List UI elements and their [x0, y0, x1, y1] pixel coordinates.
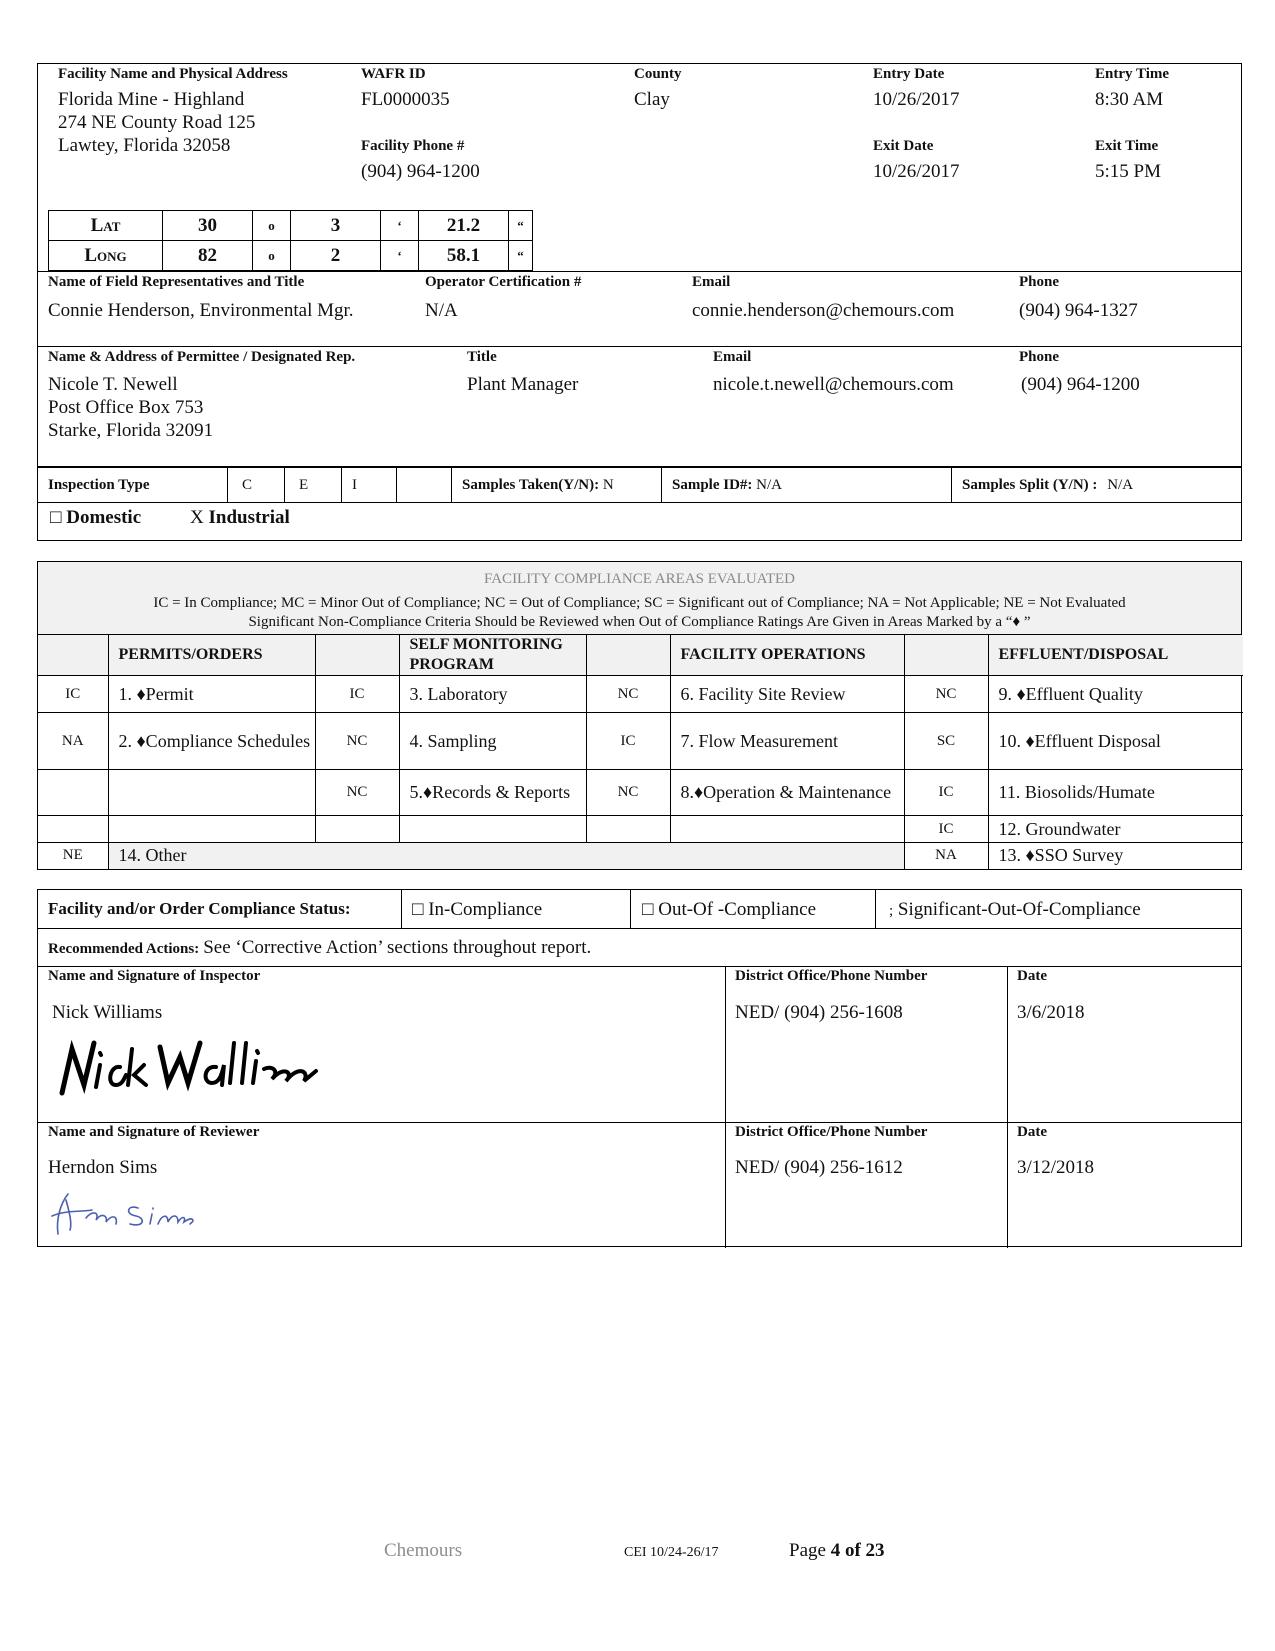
- header-permits: PERMITS/ORDERS: [108, 635, 315, 676]
- area-cell: 6. Facility Site Review: [670, 676, 904, 713]
- lat-degrees: 30: [163, 211, 253, 241]
- rating-cell: SC: [904, 713, 988, 770]
- inspection-c: C: [228, 468, 285, 502]
- second-symbol: “: [509, 241, 533, 271]
- lat-seconds: 21.2: [419, 211, 509, 241]
- area-cell: 1. ♦Permit: [108, 676, 315, 713]
- field-rep-phone: (904) 964-1327: [1019, 300, 1138, 321]
- wafr-id: FL0000035: [361, 89, 450, 110]
- reviewer-name: Herndon Sims: [48, 1157, 158, 1178]
- table-row: [38, 713, 1243, 770]
- field-rep-email-label: Email: [692, 274, 731, 290]
- field-rep-phone-label: Phone: [1019, 274, 1060, 290]
- area-cell: 3. Laboratory: [399, 676, 586, 713]
- exit-time: 5:15 PM: [1095, 161, 1161, 182]
- divider: [725, 966, 726, 1248]
- divider: [38, 1122, 1241, 1123]
- permittee-phone: (904) 964-1200: [1021, 374, 1140, 395]
- permittee-email: nicole.t.newell@chemours.com: [713, 374, 954, 395]
- compliance-title: FACILITY COMPLIANCE AREAS EVALUATED: [484, 571, 795, 587]
- area-cell: 14. Other: [108, 843, 904, 869]
- inspector-signature: [54, 1035, 324, 1105]
- area-cell: [108, 770, 315, 816]
- out-of-compliance-option[interactable]: [642, 898, 816, 921]
- recommended-actions-text: See ‘Corrective Action’ sections throughout report.: [203, 937, 592, 958]
- reviewer-label: Name and Signature of Reviewer: [48, 1124, 260, 1140]
- field-rep-name: Connie Henderson, Environmental Mgr.: [48, 300, 354, 321]
- sample-id: [662, 468, 952, 502]
- industrial-option[interactable]: [190, 507, 290, 529]
- area-cell: 7. Flow Measurement: [670, 713, 904, 770]
- lat-minutes: 3: [291, 211, 381, 241]
- compliance-table: [38, 635, 1243, 869]
- entry-time: 8:30 AM: [1095, 89, 1164, 110]
- divider: [401, 890, 402, 928]
- footer-page-number: 4 of 23: [830, 1540, 885, 1561]
- permittee-title: Plant Manager: [467, 374, 579, 395]
- rating-cell: IC: [904, 816, 988, 843]
- significant-out-label: Significant-Out-Of-Compliance: [897, 899, 1141, 920]
- permittee-address1: Post Office Box 753: [48, 397, 204, 418]
- facility-info-box: [37, 63, 1242, 467]
- area-cell: 4. Sampling: [399, 713, 586, 770]
- rating-cell: [38, 770, 108, 816]
- entry-time-label: Entry Time: [1095, 66, 1170, 82]
- header-facility-operations: FACILITY OPERATIONS: [670, 635, 904, 676]
- reviewer-signature: [46, 1190, 206, 1238]
- divider: [38, 346, 1241, 347]
- compliance-areas-box: [37, 561, 1242, 870]
- divider: [1007, 966, 1008, 1248]
- recommended-actions: [48, 936, 591, 959]
- domestic-label: Domestic: [66, 507, 142, 528]
- out-of-compliance-checkbox[interactable]: □: [642, 899, 654, 920]
- in-compliance-option[interactable]: [412, 898, 542, 921]
- cert-value: N/A: [425, 300, 458, 321]
- blank-cell: [904, 635, 988, 676]
- samples-split-label: Samples Split (Y/N) :: [962, 477, 1098, 493]
- permittee-address2: Starke, Florida 32091: [48, 420, 214, 441]
- table-row: [38, 816, 1243, 843]
- divider: [38, 928, 1241, 929]
- in-compliance-checkbox[interactable]: □: [412, 899, 424, 920]
- long-label: Long: [49, 241, 163, 271]
- sample-id-label: Sample ID#:: [672, 477, 753, 493]
- rating-cell: IC: [904, 770, 988, 816]
- compliance-header: [38, 562, 1241, 635]
- inspection-type-box: [37, 467, 1242, 541]
- rating-cell: NC: [315, 713, 399, 770]
- exit-time-label: Exit Time: [1095, 138, 1159, 154]
- area-cell: [108, 816, 315, 843]
- area-cell: [399, 816, 586, 843]
- divider: [630, 890, 631, 928]
- inspector-office: NED/ (904) 256-1608: [735, 1002, 903, 1023]
- reviewer-office-label: District Office/Phone Number: [735, 1124, 928, 1140]
- permittee-name: Nicole T. Newell: [48, 374, 178, 395]
- cert-label: Operator Certification #: [425, 274, 582, 290]
- blank-cell: [586, 635, 670, 676]
- reviewer-date: 3/12/2018: [1017, 1157, 1095, 1178]
- reviewer-office: NED/ (904) 256-1612: [735, 1157, 903, 1178]
- rating-cell: NC: [315, 770, 399, 816]
- rating-cell: NC: [586, 676, 670, 713]
- minute-symbol: ‘: [381, 211, 419, 241]
- blank-cell: [315, 635, 399, 676]
- significant-out-option[interactable]: [889, 898, 1141, 923]
- facility-address2: Lawtey, Florida 32058: [58, 135, 231, 156]
- area-cell: [670, 816, 904, 843]
- entry-date-label: Entry Date: [873, 66, 945, 82]
- table-row: [38, 676, 1243, 713]
- permittee-email-label: Email: [713, 349, 752, 365]
- divider: [875, 890, 876, 928]
- exit-date-label: Exit Date: [873, 138, 934, 154]
- blank-cell: [38, 635, 108, 676]
- significant-out-checkbox[interactable]: ;: [889, 903, 894, 919]
- rating-cell: [586, 816, 670, 843]
- footer-company: Chemours: [384, 1540, 463, 1561]
- industrial-label: Industrial: [208, 507, 290, 528]
- long-minutes: 2: [291, 241, 381, 271]
- inspector-office-label: District Office/Phone Number: [735, 968, 928, 984]
- samples-split: [952, 468, 1243, 502]
- samples-taken-value: N: [602, 477, 614, 493]
- wafr-label: WAFR ID: [361, 66, 426, 82]
- table-row: [38, 770, 1243, 816]
- permittee-phone-label: Phone: [1019, 349, 1060, 365]
- table-header-row: [38, 635, 1243, 676]
- inspection-row: [38, 468, 1241, 503]
- out-of-compliance-label: Out-Of -Compliance: [658, 899, 816, 920]
- samples-split-value: N/A: [1107, 477, 1134, 493]
- field-rep-email: connie.henderson@chemours.com: [692, 300, 955, 321]
- rating-cell: [315, 816, 399, 843]
- inspector-name: Nick Williams: [52, 1002, 163, 1023]
- area-cell: 8.♦Operation & Maintenance: [670, 770, 904, 816]
- minute-symbol: ‘: [381, 241, 419, 271]
- area-cell: 2. ♦Compliance Schedules: [108, 713, 315, 770]
- inspector-date-label: Date: [1017, 968, 1047, 984]
- samples-taken-label: Samples Taken(Y/N):: [462, 477, 600, 493]
- long-degrees: 82: [163, 241, 253, 271]
- inspector-label: Name and Signature of Inspector: [48, 968, 261, 984]
- area-cell: 9. ♦Effluent Quality: [988, 676, 1243, 713]
- footer-cei: CEI 10/24-26/17: [624, 1545, 719, 1560]
- domestic-checkbox[interactable]: □: [50, 507, 62, 528]
- long-seconds: 58.1: [419, 241, 509, 271]
- divider: [38, 966, 1241, 967]
- lat-label: Lat: [49, 211, 163, 241]
- rating-cell: [38, 816, 108, 843]
- degree-symbol: o: [253, 211, 291, 241]
- compliance-note: Significant Non-Compliance Criteria Should be Reviewed when Out of Compliance Ratings Are Given in Areas Marked by a “♦ ”: [248, 614, 1031, 630]
- compliance-status-label: Facility and/or Order Compliance Status:: [48, 899, 351, 918]
- second-symbol: “: [509, 211, 533, 241]
- area-cell: 5.♦Records & Reports: [399, 770, 586, 816]
- inspection-blank: [397, 468, 452, 502]
- facility-address1: 274 NE County Road 125: [58, 112, 256, 133]
- status-signature-box: [37, 889, 1242, 1247]
- area-cell: 13. ♦SSO Survey: [988, 843, 1243, 869]
- in-compliance-label: In-Compliance: [428, 899, 543, 920]
- table-row: [38, 843, 1243, 869]
- field-rep-label: Name of Field Representatives and Title: [48, 274, 305, 290]
- facility-phone-label: Facility Phone #: [361, 138, 465, 154]
- permittee-title-label: Title: [467, 349, 497, 365]
- inspection-type-label: Inspection Type: [38, 468, 228, 502]
- rating-cell: NA: [904, 843, 988, 869]
- lat-long-table: [48, 210, 533, 271]
- degree-symbol: o: [253, 241, 291, 271]
- rating-cell: IC: [586, 713, 670, 770]
- entry-date: 10/26/2017: [873, 89, 960, 110]
- samples-taken: [452, 468, 662, 502]
- exit-date: 10/26/2017: [873, 161, 960, 182]
- inspector-date: 3/6/2018: [1017, 1002, 1085, 1023]
- facility-name-label: Facility Name and Physical Address: [58, 66, 288, 82]
- divider: [38, 271, 1241, 272]
- rating-cell: NC: [904, 676, 988, 713]
- recommended-actions-label: Recommended Actions:: [48, 941, 200, 957]
- county-label: County: [634, 66, 682, 82]
- county: Clay: [634, 89, 670, 110]
- compliance-legend: IC = In Compliance; MC = Minor Out of Compliance; NC = Out of Compliance; SC = Significant out of Compliance; NA = Not Applicable; NE = Not Evaluated: [153, 595, 1126, 611]
- sample-id-value: N/A: [756, 477, 783, 493]
- header-self-monitoring: SELF MONITORING PROGRAM: [399, 635, 586, 676]
- area-cell: 12. Groundwater: [988, 816, 1243, 843]
- rating-cell: IC: [315, 676, 399, 713]
- footer-page-prefix: Page: [789, 1540, 826, 1561]
- rating-cell: NC: [586, 770, 670, 816]
- reviewer-date-label: Date: [1017, 1124, 1047, 1140]
- permittee-label: Name & Address of Permittee / Designated Rep.: [48, 349, 356, 365]
- area-cell: 10. ♦Effluent Disposal: [988, 713, 1243, 770]
- area-cell: 11. Biosolids/Humate: [988, 770, 1243, 816]
- inspection-e: E: [285, 468, 342, 502]
- domestic-option[interactable]: [50, 507, 141, 529]
- industrial-checkbox[interactable]: X: [190, 507, 204, 528]
- facility-name: Florida Mine - Highland: [58, 89, 245, 110]
- rating-cell: NE: [38, 843, 108, 869]
- header-effluent-disposal: EFFLUENT/DISPOSAL: [988, 635, 1243, 676]
- rating-cell: IC: [38, 676, 108, 713]
- facility-phone: (904) 964-1200: [361, 161, 480, 182]
- inspection-i: I: [342, 468, 397, 502]
- rating-cell: NA: [38, 713, 108, 770]
- footer-page: [789, 1540, 885, 1562]
